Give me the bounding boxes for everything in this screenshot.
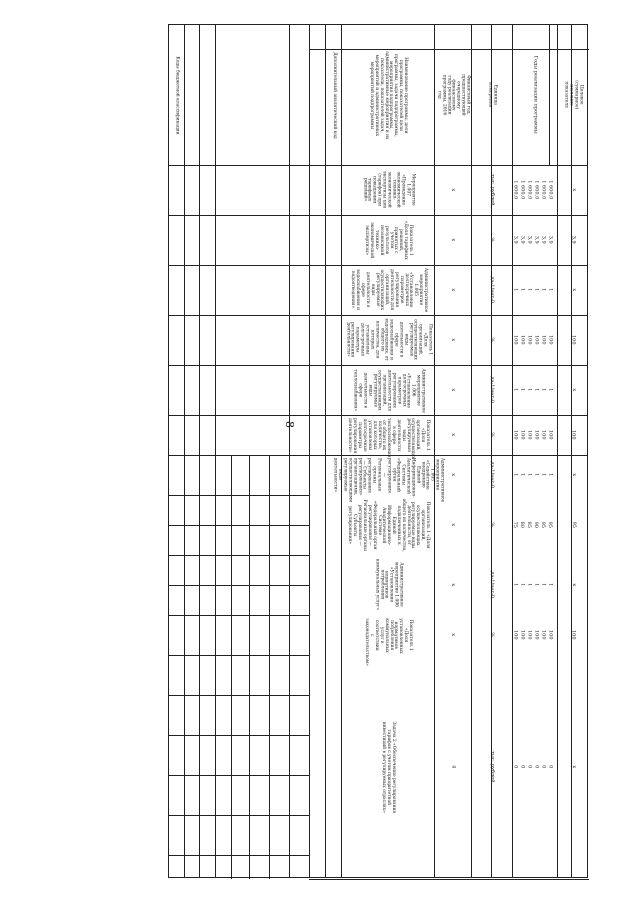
row-unit-cell	[471, 555, 512, 615]
row-target-cell	[557, 265, 589, 315]
row-base-cell	[434, 365, 471, 415]
row-year-value-cell	[545, 315, 554, 365]
extra-class-header: Дополнительный аналитический код	[331, 51, 337, 139]
row-unit: %	[489, 432, 496, 438]
row-year-value: 100	[533, 430, 540, 440]
row-name: Показатель 1 «Доля тарифных решений, принятых с учетом результатов независимой технико-экономической экспертизы»	[364, 220, 413, 260]
row-target-cell	[557, 655, 589, 879]
row-year-value: 90	[533, 521, 540, 529]
row-target-cell	[557, 365, 589, 415]
row-target: х	[570, 288, 577, 292]
row-unit-cell	[471, 495, 512, 555]
row-year-value: 100	[540, 335, 547, 345]
row-name-cell	[332, 455, 445, 503]
row-year-value: 100	[526, 430, 533, 440]
row-year-value-cell	[545, 165, 554, 215]
row-year-value: 0	[547, 765, 554, 769]
row-year-value-cell	[545, 655, 554, 879]
target-header-cell	[557, 25, 589, 165]
row-name: Показатель 1 «Доля организаций, осуществляющих регулируемые виды деятельности, от общего их количества, подключенных к Единой Информационно-Аналитической Системе «Федеральный орган регулирования — Региональные органы регулирования — Субъекты регулирования»	[347, 498, 430, 552]
row-unit: %	[489, 522, 496, 528]
row-target-cell	[557, 495, 589, 555]
row-name-cell	[341, 495, 434, 555]
unit-header-cell	[471, 25, 512, 165]
row-unit: %	[489, 337, 496, 343]
row-name-cell	[341, 655, 434, 879]
row-year-value: 3,9	[547, 236, 554, 244]
row-target: х	[570, 583, 577, 587]
row-year-value: 75	[512, 521, 519, 529]
row-unit-cell	[471, 315, 512, 365]
row-name-cell	[341, 415, 434, 459]
years-group-header: Годы реализации программы	[532, 56, 539, 134]
row-year-value: 1	[526, 388, 533, 392]
row-base-cell	[434, 315, 471, 365]
row-target: х	[570, 388, 577, 392]
row-year-value: 1	[533, 583, 540, 587]
row-base-cell	[434, 215, 471, 265]
row-year-value: 80	[519, 521, 526, 529]
row-base: х	[450, 188, 457, 192]
row-base: х	[450, 238, 457, 242]
row-target-cell	[557, 455, 589, 495]
row-target: х	[570, 765, 577, 769]
row-year-value: 1	[512, 473, 519, 477]
row-year-value: 3,9	[526, 236, 533, 244]
row-year-value: 0	[540, 765, 547, 769]
row-year-value: 1	[533, 288, 540, 292]
row-year-value: 1	[526, 473, 533, 477]
row-year-value: 100	[547, 335, 554, 345]
row-base: х	[450, 633, 457, 637]
row-target: 100	[570, 630, 577, 640]
row-base-cell	[434, 165, 471, 215]
row-target-cell	[557, 165, 589, 215]
row-year-value: 3,9	[519, 236, 526, 244]
row-unit: тыс. рублей	[489, 174, 496, 206]
row-base: х	[450, 433, 457, 437]
row-unit-cell	[471, 655, 512, 879]
row-target-cell	[557, 215, 589, 265]
row-base-cell	[434, 455, 471, 495]
row-year-value: 1 600,0	[547, 180, 554, 200]
row-target-cell	[557, 555, 589, 615]
kbk-header: Коды бюджетной классификации	[174, 55, 180, 135]
row-year-value: 1 600,0	[540, 180, 547, 200]
row-year-value-cell	[545, 555, 554, 615]
row-year-value: 1 600,0	[533, 180, 540, 200]
row-year-value: 85	[526, 521, 533, 529]
unit-header: Единица измерения	[487, 82, 498, 108]
row-year-value: 0	[512, 765, 519, 769]
row-base: х	[450, 583, 457, 587]
row-year-value: 1	[547, 583, 554, 587]
row-name-cell	[341, 555, 434, 615]
row-year-value-cell	[545, 415, 554, 455]
row-target: х	[570, 188, 577, 192]
row-name-cell	[341, 265, 434, 315]
extra-class-header-cell	[325, 25, 341, 165]
row-year-value: 1	[540, 583, 547, 587]
row-year-value: 1	[519, 583, 526, 587]
row-year-value: 1	[519, 288, 526, 292]
row-year-value: 3,9	[512, 236, 519, 244]
row-year-value-cell	[545, 615, 554, 655]
row-unit: да-1/нет-0	[489, 376, 496, 404]
row-year-value: 1	[512, 388, 519, 392]
row-target: 100	[570, 335, 577, 345]
row-base: х	[450, 388, 457, 392]
row-name-cell	[341, 615, 434, 666]
row-unit: да-1/нет-0	[489, 571, 496, 599]
row-year-value-cell	[545, 215, 554, 265]
row-year-value-cell	[545, 265, 554, 315]
row-unit-cell	[471, 215, 512, 265]
row-target-cell	[557, 615, 589, 655]
target-header: Целевое (суммарное) значение показателя	[564, 80, 584, 110]
row-unit-cell	[471, 415, 512, 455]
row-year-value: 1	[547, 473, 554, 477]
row-year-value: 100	[547, 430, 554, 440]
row-year-value: 1	[519, 388, 526, 392]
row-unit-cell	[471, 455, 512, 495]
row-unit-cell	[471, 615, 512, 655]
row-year-value: 100	[533, 630, 540, 640]
row-unit: %	[489, 632, 496, 638]
row-name: Мероприятие 1.007 «Проведение экономической технико-экономической экспертизы цен (тарифов) при повышении тарифных решений»	[361, 171, 416, 209]
row-year-value: 100	[519, 630, 526, 640]
row-year-value: 100	[540, 630, 547, 640]
row-year-value: 0	[533, 765, 540, 769]
row-year-value: 1	[540, 388, 547, 392]
row-year-value: 0	[526, 765, 533, 769]
row-year-value: 1	[526, 288, 533, 292]
name-header-cell	[341, 25, 434, 165]
row-base: 4	[450, 765, 457, 769]
row-year-value: 100	[519, 430, 526, 440]
row-target: 95	[570, 521, 577, 529]
row-year-value: 1 600,0	[512, 180, 519, 200]
row-year-value: 1	[526, 583, 533, 587]
row-year-value: 1	[540, 288, 547, 292]
row-year-value: 1	[547, 288, 554, 292]
row-target: х	[570, 473, 577, 477]
row-year-value: 3,9	[533, 236, 540, 244]
row-year-value: 100	[519, 335, 526, 345]
row-name: Административное мероприятие 1.005 «Содействие внедрению Единой Информационно-Аналитической Системы «Федеральный орган регулирования — Региональные органы регулирования — Субъекты регулирования» организациями, осуществляющими регулируемые виды деятельности»	[332, 458, 445, 503]
years-group-cell	[512, 25, 557, 165]
row-year-value: 100	[512, 630, 519, 640]
row-year-value: 95	[540, 521, 547, 529]
row-year-value: 100	[526, 630, 533, 640]
row-unit-cell	[471, 365, 512, 415]
row-base-cell	[434, 415, 471, 455]
row-name: Административное мероприятие 1.005 «Установление долгосрочных параметров регулирования деятельности для организаций, осуществляющих регулируемые виды деятельности в сфере водоснабжения и водоотведения»	[349, 268, 428, 313]
row-name-cell	[341, 215, 434, 265]
name-header: Наименование программы, цели программы, показателей цели программы, задачи подпрограммы, мероприятия подпрограммы, административные мероприятия и их показатели, показателей задач, мероприятий и административных мероприятий подпрограммы	[368, 50, 408, 140]
row-year-value-cell	[545, 365, 554, 415]
row-target: 100	[570, 430, 577, 440]
row-name: Административное мероприятие 1.006 «Установление нормативов потребления коммунальных услуг»	[373, 559, 404, 611]
row-unit-cell	[471, 165, 512, 215]
row-base-cell	[434, 615, 471, 655]
row-name-cell	[341, 315, 434, 365]
row-base: х	[450, 338, 457, 342]
row-base: х	[450, 473, 457, 477]
row-year-value: 1	[533, 473, 540, 477]
row-year-value: 1	[533, 388, 540, 392]
row-target-cell	[557, 415, 589, 455]
row-year-value: 1	[547, 388, 554, 392]
row-name: Показатель 1 «Доля установленных нормативов потребления коммунальных услуг в соответствии с законодательством»	[364, 618, 413, 666]
row-year-value: 3,9	[540, 236, 547, 244]
row-year-value: 100	[540, 430, 547, 440]
row-unit: да-1/нет-0	[489, 461, 496, 489]
row-name-cell	[341, 165, 434, 215]
row-year-value: 100	[547, 630, 554, 640]
row-year-value: 100	[512, 430, 519, 440]
row-year-value: 1	[540, 473, 547, 477]
row-unit-cell	[471, 265, 512, 315]
row-year-value: 0	[519, 765, 526, 769]
row-year-value: 95	[547, 521, 554, 529]
row-name: Административное мероприятие 1.006 «Установление долгосрочных параметров регулирования деятельности для организаций, осуществляющих регулируемые виды деятельности в сфере теплоснабжения»	[352, 368, 425, 413]
row-year-value-cell	[545, 495, 554, 555]
row-base-cell	[434, 495, 471, 555]
row-base-cell	[434, 555, 471, 615]
row-base: х	[450, 288, 457, 292]
row-base: х	[450, 523, 457, 527]
row-name-cell	[341, 365, 434, 415]
row-year-value: 1	[512, 583, 519, 587]
row-unit: да-1/нет-0	[489, 276, 496, 304]
row-base-cell	[434, 265, 471, 315]
base-year-header-cell	[434, 25, 471, 165]
row-year-value: 100	[526, 335, 533, 345]
row-year-value-cell	[545, 455, 554, 495]
row-year-value: 100	[512, 335, 519, 345]
page-number: 8	[283, 421, 296, 428]
kbk-header-cell	[169, 25, 184, 165]
row-base-cell	[434, 655, 471, 879]
row-name: Задача 2 «Обеспечение регулирования тарифов с учетом приоритетной инвестиций в регулируемых отраслях»	[381, 721, 396, 813]
row-year-value: 1 600,0	[519, 180, 526, 200]
row-target: 3,9	[570, 236, 577, 244]
row-year-value: 100	[533, 335, 540, 345]
row-unit: %	[489, 237, 496, 243]
row-year-value: 1 600,0	[526, 180, 533, 200]
program-table	[168, 24, 588, 878]
base-year-header: Финансовый год, предшествующий очередному финансовому году реализации программы, 2016 год	[436, 74, 471, 116]
row-year-value: 1	[519, 473, 526, 477]
row-target-cell	[557, 315, 589, 365]
row-unit: тыс. рублей	[489, 751, 496, 783]
row-name: Показатель 1 «Доля организаций, осуществляющих регулируемые виды деятельности в сфере водоснабжения и водоотведения, от общего их количества, для которых установлены долгосрочные параметры регулирования деятельности»	[344, 318, 433, 362]
row-year-value: 1	[512, 288, 519, 292]
row-name: Показатель 1 «Доля организаций, осуществляющих регулируемые виды деятельности в сфере теплоснабжения, от общего их количества, для которых установлены долгосрочные параметры регулирования деятельности»	[347, 418, 430, 459]
